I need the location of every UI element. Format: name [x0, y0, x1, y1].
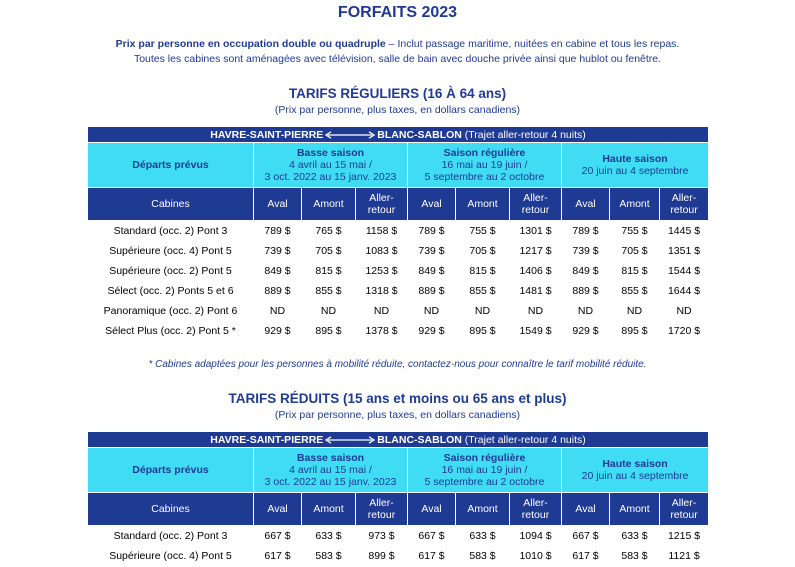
price-cell: 855 $: [610, 281, 660, 301]
price-cell: 755 $: [456, 221, 510, 241]
price-cell: 1351 $: [660, 241, 709, 261]
season-dates-2: 5 septembre au 2 octobre: [424, 171, 545, 183]
aval-header: Aval: [254, 188, 302, 221]
aller-label: Aller-: [369, 497, 394, 509]
cabin-name: Supérieure (occ. 2) Pont 5: [88, 261, 254, 281]
retour-label: retour: [670, 509, 698, 521]
price-cell: ND: [254, 301, 302, 321]
aller-retour-header: [510, 188, 562, 221]
retour-label: retour: [521, 204, 550, 216]
price-cell: 815 $: [610, 261, 660, 281]
price-cell: 929 $: [408, 321, 456, 341]
price-cell: 929 $: [254, 321, 302, 341]
reduced-rates-subtitle: (Prix par personne, plus taxes, en dollars canadiens): [274, 409, 521, 421]
price-cell: 1217 $: [510, 241, 562, 261]
season-dates-1: 4 avril au 15 mai /: [289, 159, 372, 171]
season-dates-1: 4 avril au 15 mai /: [289, 464, 372, 476]
price-cell: 929 $: [562, 321, 610, 341]
cabin-name: Panoramique (occ. 2) Pont 6: [88, 301, 254, 321]
regular-rates-subtitle: (Prix par personne, plus taxes, en dollars canadiens): [274, 104, 521, 116]
price-cell: ND: [302, 301, 356, 321]
season-name: Saison régulière: [443, 147, 526, 159]
season-dates-2: 5 septembre au 2 octobre: [424, 476, 545, 488]
price-cell: 667 $: [562, 526, 610, 546]
route-to: BLANC-SABLON: [377, 433, 462, 446]
price-cell: ND: [610, 301, 660, 321]
route-row: [88, 432, 709, 448]
price-cell: 1445 $: [660, 221, 709, 241]
departs-label: Départs prévus: [88, 448, 254, 493]
regular-rates-table: [87, 126, 709, 341]
season-name: Haute saison: [602, 458, 668, 470]
column-header-row: [88, 493, 709, 526]
price-cell: ND: [562, 301, 610, 321]
route-from: HAVRE-SAINT-PIERRE: [210, 128, 324, 141]
aval-header: Aval: [562, 188, 610, 221]
cabines-header: Cabines: [88, 493, 254, 526]
intro-line-1: [0, 38, 795, 50]
aval-header: Aval: [562, 493, 610, 526]
price-cell: 889 $: [562, 281, 610, 301]
retour-label: retour: [670, 204, 698, 216]
price-cell: 667 $: [254, 526, 302, 546]
reduced-rates-table: [87, 431, 709, 566]
amont-header: Amont: [610, 188, 660, 221]
price-cell: 1010 $: [510, 546, 562, 566]
season-name: Basse saison: [296, 452, 365, 464]
price-cell: 973 $: [356, 526, 408, 546]
price-cell: 1544 $: [660, 261, 709, 281]
route-note: (Trajet aller-retour 4 nuits): [461, 433, 586, 446]
season-cell: [562, 448, 709, 493]
price-cell: 583 $: [456, 546, 510, 566]
price-cell: 633 $: [610, 526, 660, 546]
season-name: Haute saison: [602, 153, 668, 165]
season-dates-2: 3 oct. 2022 au 15 janv. 2023: [264, 171, 397, 183]
aller-label: Aller-: [369, 192, 394, 204]
price-cell: ND: [456, 301, 510, 321]
intro-rest: – Inclut passage maritime, nuitées en cabine et tous les repas.: [385, 38, 680, 50]
amont-header: Amont: [302, 493, 356, 526]
aller-retour-header: [356, 493, 408, 526]
price-cell: 849 $: [562, 261, 610, 281]
table-row: [88, 301, 709, 321]
price-cell: 667 $: [408, 526, 456, 546]
price-cell: 1318 $: [356, 281, 408, 301]
season-name: Saison régulière: [443, 452, 526, 464]
aller-retour-header: [660, 493, 709, 526]
retour-label: retour: [367, 204, 396, 216]
season-cell: [254, 143, 408, 188]
table-row: [88, 261, 709, 281]
regular-rates-title: TARIFS RÉGULIERS (16 À 64 ans): [288, 86, 507, 101]
cabines-header: Cabines: [88, 188, 254, 221]
price-cell: 633 $: [302, 526, 356, 546]
route-to: BLANC-SABLON: [377, 128, 462, 141]
price-cell: 739 $: [254, 241, 302, 261]
price-cell: 705 $: [302, 241, 356, 261]
amont-header: Amont: [302, 188, 356, 221]
route-note: (Trajet aller-retour 4 nuits): [461, 128, 586, 141]
aller-label: Aller-: [671, 192, 697, 204]
table-row: [88, 221, 709, 241]
cabin-name: Supérieure (occ. 4) Pont 5: [88, 241, 254, 261]
price-cell: 1301 $: [510, 221, 562, 241]
table-row: [88, 546, 709, 566]
price-cell: 889 $: [254, 281, 302, 301]
price-cell: 895 $: [610, 321, 660, 341]
price-cell: 705 $: [610, 241, 660, 261]
season-dates-1: 20 juin au 4 septembre: [581, 470, 689, 482]
aval-header: Aval: [408, 493, 456, 526]
price-cell: 1158 $: [356, 221, 408, 241]
price-cell: 583 $: [610, 546, 660, 566]
price-cell: 633 $: [456, 526, 510, 546]
intro-bold: Prix par personne en occupation double ou quadruple: [115, 38, 386, 50]
cabin-name: Sélect (occ. 2) Ponts 5 et 6: [88, 281, 254, 301]
amont-header: Amont: [456, 493, 510, 526]
price-cell: 739 $: [562, 241, 610, 261]
cabin-name: Standard (occ. 2) Pont 3: [88, 221, 254, 241]
cabin-name: Standard (occ. 2) Pont 3: [88, 526, 254, 546]
price-cell: 617 $: [562, 546, 610, 566]
price-cell: 789 $: [408, 221, 456, 241]
aller-retour-header: [510, 493, 562, 526]
price-cell: 1253 $: [356, 261, 408, 281]
price-cell: 1121 $: [660, 546, 709, 566]
season-cell: [562, 143, 709, 188]
price-cell: 1644 $: [660, 281, 709, 301]
price-cell: 1083 $: [356, 241, 408, 261]
price-cell: 1406 $: [510, 261, 562, 281]
price-cell: 755 $: [610, 221, 660, 241]
season-dates-2: 3 oct. 2022 au 15 janv. 2023: [264, 476, 397, 488]
season-cell: [254, 448, 408, 493]
price-cell: 617 $: [408, 546, 456, 566]
price-cell: 1215 $: [660, 526, 709, 546]
season-cell: [408, 143, 562, 188]
price-cell: 789 $: [562, 221, 610, 241]
departs-label: Départs prévus: [88, 143, 254, 188]
price-cell: ND: [356, 301, 408, 321]
season-dates-1: 16 mai au 19 juin /: [441, 159, 528, 171]
price-cell: 815 $: [302, 261, 356, 281]
intro-line-2: Toutes les cabines sont aménagées avec télévision, salle de bain avec douche privée ainsi que hublot ou fenêtre.: [133, 53, 662, 65]
price-cell: 617 $: [254, 546, 302, 566]
table-row: [88, 321, 709, 341]
price-cell: 899 $: [356, 546, 408, 566]
cabin-name: Supérieure (occ. 4) Pont 5: [88, 546, 254, 566]
price-cell: 1094 $: [510, 526, 562, 546]
double-arrow-icon: [324, 436, 376, 444]
table-row: [88, 241, 709, 261]
retour-label: retour: [521, 509, 550, 521]
price-cell: 889 $: [408, 281, 456, 301]
table-row: [88, 526, 709, 546]
price-cell: 739 $: [408, 241, 456, 261]
price-cell: 765 $: [302, 221, 356, 241]
price-cell: ND: [408, 301, 456, 321]
price-cell: 705 $: [456, 241, 510, 261]
page-title: FORFAITS 2023: [337, 4, 458, 21]
regular-rates-note: * Cabines adaptées pour les personnes à mobilité réduite, contactez-nous pour connaître le tarif mobilité réduite.: [148, 359, 647, 370]
aller-label: Aller-: [523, 497, 548, 509]
price-cell: 855 $: [302, 281, 356, 301]
price-cell: 1481 $: [510, 281, 562, 301]
price-cell: 789 $: [254, 221, 302, 241]
price-cell: 849 $: [254, 261, 302, 281]
route-cell: [88, 127, 709, 143]
price-cell: 849 $: [408, 261, 456, 281]
price-cell: ND: [510, 301, 562, 321]
price-cell: 855 $: [456, 281, 510, 301]
price-cell: 1720 $: [660, 321, 709, 341]
price-cell: 895 $: [456, 321, 510, 341]
aller-label: Aller-: [523, 192, 548, 204]
cabin-name: Sélect Plus (occ. 2) Pont 5 *: [88, 321, 254, 341]
route-cell: [88, 432, 709, 448]
column-header-row: [88, 188, 709, 221]
amont-header: Amont: [610, 493, 660, 526]
price-cell: 815 $: [456, 261, 510, 281]
table-row: [88, 281, 709, 301]
double-arrow-icon: [324, 131, 376, 139]
season-name: Basse saison: [296, 147, 365, 159]
retour-label: retour: [367, 509, 396, 521]
season-row: [88, 143, 709, 188]
price-cell: 1378 $: [356, 321, 408, 341]
aller-retour-header: [356, 188, 408, 221]
amont-header: Amont: [456, 188, 510, 221]
price-cell: 1549 $: [510, 321, 562, 341]
season-row: [88, 448, 709, 493]
route-row: [88, 127, 709, 143]
price-cell: 895 $: [302, 321, 356, 341]
price-cell: 583 $: [302, 546, 356, 566]
route-from: HAVRE-SAINT-PIERRE: [210, 433, 324, 446]
aval-header: Aval: [408, 188, 456, 221]
aval-header: Aval: [254, 493, 302, 526]
price-cell: ND: [660, 301, 709, 321]
reduced-rates-title: TARIFS RÉDUITS (15 ans et moins ou 65 ans et plus): [228, 391, 567, 406]
season-cell: [408, 448, 562, 493]
aller-label: Aller-: [671, 497, 697, 509]
season-dates-1: 20 juin au 4 septembre: [581, 165, 689, 177]
aller-retour-header: [660, 188, 709, 221]
season-dates-1: 16 mai au 19 juin /: [441, 464, 528, 476]
